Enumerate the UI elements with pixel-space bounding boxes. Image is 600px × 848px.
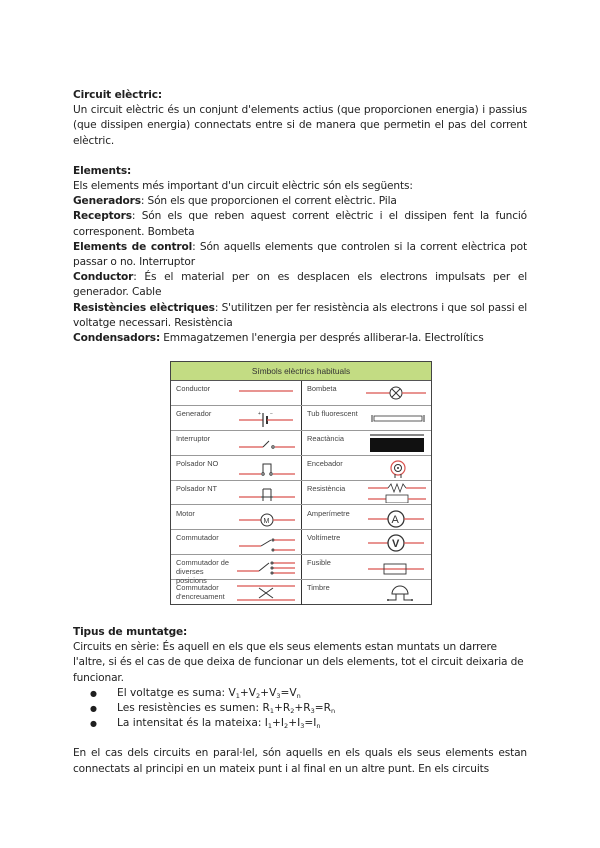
symbol-cell: [171, 506, 301, 530]
symbols-table-row: [171, 456, 431, 481]
symbol-label: Bombeta: [307, 384, 337, 393]
symbols-table-title: Símbols elèctrics habituals: [171, 362, 431, 381]
symbol-label: Motor: [176, 508, 195, 518]
symbol-label: Fusible: [307, 558, 331, 568]
element-description: : Són els que reben aquest corrent elèctric i el dissipen fent la funció corresponent. Bombeta: [73, 210, 527, 238]
symbol-label: Polsador NO: [176, 458, 219, 468]
svg-text:M: M: [263, 517, 270, 525]
symbol-cell: [302, 555, 432, 579]
heading-muntatge: Tipus de muntatge:: [73, 626, 188, 638]
voltmeter-icon: [364, 532, 428, 552]
symbol-cell: [302, 506, 432, 530]
symbols-table-row: [171, 555, 431, 586]
fuse-icon: [364, 557, 428, 577]
symbol-cell: [302, 406, 432, 430]
symbols-table-row: [171, 406, 431, 431]
symbol-label: Voltímetre: [307, 533, 341, 543]
symbol-cell: [171, 530, 301, 554]
symbol-cell: [171, 580, 301, 605]
element-definition: [73, 331, 527, 346]
muntatge-section: [73, 625, 527, 777]
symbol-cell: [171, 406, 301, 430]
symbol-label: Commutador de diverses posicions: [176, 558, 229, 586]
symbol-label: Interruptor: [176, 433, 211, 443]
element-description: Emmagatzemen l'energia per després alliberar-la. Electrolítics: [160, 332, 484, 345]
changeover-switch-icon: [233, 532, 297, 552]
svg-text:+: +: [258, 410, 261, 417]
svg-text:−: −: [270, 410, 273, 417]
symbols-table-row: [171, 431, 431, 456]
symbol-cell: [171, 431, 301, 455]
element-term: Elements de control: [73, 240, 193, 253]
resistor-icon: [364, 483, 428, 503]
symbols-table-row: [171, 580, 431, 605]
element-term: Receptors: [73, 210, 132, 223]
paragraph-parallel: En el cas dels circuits en paral·lel, són aquells en els quals els seus elements estan connectats al principi en un mateix punt i al final en un altre punt. En els circuits: [73, 747, 527, 775]
symbols-table-row: [171, 381, 431, 406]
starter-icon: [364, 458, 428, 478]
element-definition: [73, 194, 527, 209]
symbol-cell: [171, 481, 301, 505]
symbol-cell: [171, 381, 301, 405]
symbol-cell: [302, 530, 432, 554]
svg-text:V: V: [392, 538, 400, 551]
symbol-cell: [302, 431, 432, 455]
paragraph-circuit: Un circuit elèctric és un conjunt d'elements actius (que proporcionen energia) i passius (que dissipen energia) connectats entre si de manera que permetin el pas del corrent elèctric.: [73, 104, 527, 147]
bell-icon: [364, 582, 428, 602]
symbol-label: Timbre: [307, 583, 330, 593]
symbols-table-row: [171, 481, 431, 506]
symbol-cell: [302, 481, 432, 505]
element-term: Generadors: [73, 195, 141, 208]
series-rule: ● La intensitat és la mateixa: $I_1+I_2+I_3=I_n$: [117, 716, 527, 731]
symbol-label: Polsador NT: [176, 483, 218, 493]
switch-icon: [233, 433, 297, 453]
conductor-icon: [233, 383, 297, 403]
crossover-switch-icon: [233, 582, 297, 602]
symbols-table: [170, 361, 432, 605]
fluorescent-tube-icon: [364, 408, 428, 428]
motor-icon: [233, 508, 297, 528]
element-definition: [73, 301, 527, 331]
element-definition: [73, 270, 527, 300]
reactance-icon: [364, 433, 428, 453]
symbol-cell: [171, 555, 301, 586]
symbol-label: Commutador: [176, 533, 219, 543]
multi-position-switch-icon: [233, 557, 297, 577]
element-definitions: [73, 194, 527, 346]
element-definition: [73, 209, 527, 239]
symbol-label: Reactància: [307, 433, 344, 443]
symbols-table-row: [171, 506, 431, 531]
element-term: Condensadors:: [73, 332, 161, 345]
push-button-nc-icon: [233, 483, 297, 503]
symbol-cell: [302, 381, 432, 405]
symbol-cell: [302, 456, 432, 480]
symbol-label: Amperímetre: [307, 508, 350, 518]
symbols-table-body: [171, 381, 431, 605]
element-description: : És el material per on es desplacen els electrons impulsats per el generador. Cable: [73, 271, 527, 299]
symbol-label: Resistència: [307, 483, 346, 493]
symbol-cell: [302, 580, 432, 605]
symbol-label: Commutador d'encreuament: [176, 583, 225, 602]
generator-icon: [233, 408, 297, 428]
ammeter-icon: [364, 508, 428, 528]
series-rule: ● Les resistències es sumen: $R_1+R_2+R_3=R_n$: [117, 701, 527, 716]
element-description: : Són els que proporcionen el corrent elèctric. Pila: [140, 195, 397, 208]
lamp-icon: [364, 383, 428, 403]
element-description: : S'utilitzen per fer resistència als electrons i que sol passi el voltatge necessari. Resistència: [73, 301, 528, 329]
svg-text:A: A: [391, 513, 399, 526]
paragraph-elements-intro: Els elements més important d'un circuit elèctric són els següents:: [73, 180, 413, 193]
element-term: Conductor: [73, 271, 134, 284]
heading-elements: Elements:: [73, 164, 132, 177]
document-page: [73, 88, 527, 346]
symbol-cell: [171, 456, 301, 480]
series-rule: ● El voltatge es suma: $V_1+V_2+V_3=V_n$: [117, 686, 527, 701]
heading-circuit: Circuit elèctric:: [73, 89, 163, 101]
push-button-no-icon: [233, 458, 297, 478]
symbol-label: Tub fluorescent: [307, 408, 358, 418]
paragraph-series: Circuits en sèrie: És aquell en els que els seus elements estan muntats un darrere l'altre, si és el cas de que deixa de funcionar un dels elements, tot el circuit deixaria de funcionar.: [73, 641, 524, 684]
symbol-label: Encebador: [307, 458, 343, 468]
series-rules-list: [73, 686, 527, 732]
symbol-label: Conductor: [176, 384, 211, 393]
symbols-table-row: [171, 530, 431, 555]
element-term: Resistències elèctriques: [73, 301, 215, 314]
element-description: : Són aquells elements que controlen si la corrent elèctrica pot passar o no. Interruptor: [73, 240, 527, 269]
symbol-label: Generador: [176, 408, 212, 418]
element-definition: [73, 240, 527, 270]
